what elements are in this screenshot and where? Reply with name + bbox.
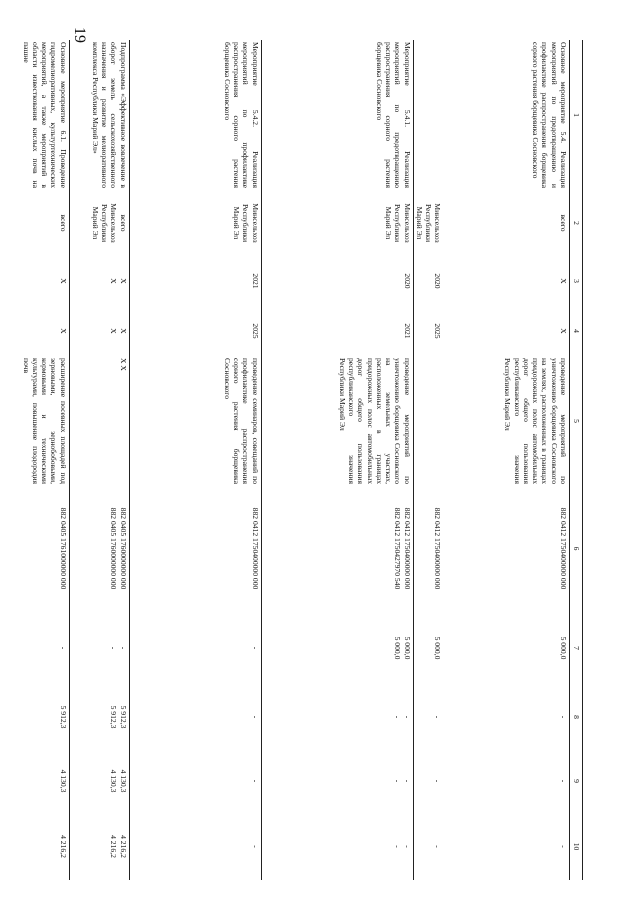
cell-col-10: -: [433, 845, 443, 848]
cell-col-9: -: [129, 749, 261, 813]
cell-col-1: [413, 40, 443, 190]
cell-col-1: Основное мероприятие 5.4. Реализация мероприятий по предотвращению и профилактике распространения борщевика сорного растения борщевика Сосновского: [444, 40, 570, 190]
col-header-10: 10: [570, 813, 583, 880]
cell-col-6: 882 0412 1750400000 000: [129, 486, 261, 611]
cell-col-10: -: [129, 813, 261, 880]
cell-col-3: X: [444, 256, 570, 306]
cell-col-8: -: [433, 715, 443, 719]
cell-col-8: -: [444, 685, 570, 749]
cell-col-1: Мероприятие 5.4.1. Реализация мероприятий по предотвращению распространения сорного растения борщевика Сосновского: [261, 40, 413, 190]
cell-col-7: -: [0, 611, 69, 685]
cell-col-8: - -: [261, 685, 413, 749]
cell-col-4: 2021: [261, 306, 413, 356]
cell-col-4: X: [0, 306, 69, 356]
cell-col-2: всего Минсельхоз Республики Марий Эл: [69, 190, 129, 256]
cell-col-9: 4 130,3: [0, 749, 69, 813]
table-header-row: [570, 40, 583, 880]
cell-col-5: проведение мероприятий по уничтожению борщевика Сосновского на землях, расположенных в границах придорожных полос автомобильных дорог общего пользования республиканского значения Республики Марий Эл: [444, 356, 570, 486]
cell-col-4: X X: [69, 306, 129, 356]
cell-col-3: 2021: [129, 256, 261, 306]
cell-col-9: -: [433, 779, 443, 783]
cell-col-9: -: [444, 749, 570, 813]
cell-col-7: -: [129, 611, 261, 685]
cell-col-3: 2020: [433, 273, 443, 289]
cell-col-5: проведение семинаров, совещаний по профилактике распространения сорного растения борщевика Сосновского: [129, 356, 261, 486]
col-header-6: 6: [570, 486, 583, 611]
col-header-8: 8: [570, 685, 583, 749]
cell-col-1: Подпрограмма «Эффективное вовлечение в оборот земель сельскохозяйственного назначения и развитие мелиоративного комплекса Республики Марий Эл»: [69, 40, 129, 190]
cell-col-2: всего: [0, 190, 69, 256]
table-row: [413, 40, 443, 880]
cell-col-2: Минсельхоз Республики Марий Эл: [261, 190, 413, 256]
cell-col-5: X X: [69, 356, 129, 486]
table-body: [0, 40, 570, 880]
col-header-7: 7: [570, 611, 583, 685]
cell-col-10: - -: [261, 813, 413, 880]
cell-col-5: расширение посевных площадей под зерновыми, зернобобовыми, кормовыми и техническими культурами, повышение плодородия почв: [0, 356, 69, 486]
cell-col-4: 2025: [433, 323, 443, 339]
cell-col-1: Основное мероприятие 6.1. Проведение гидромелиоративных, культуртехнических мероприятий, а также мероприятий в области известкования кислых почв на пашне: [0, 40, 69, 190]
cell-col-4: X: [444, 306, 570, 356]
cell-col-7: 5 000,0: [444, 611, 570, 685]
cell-col-3: X: [0, 256, 69, 306]
cell-col-6: 882 0405 1761000000 000: [0, 486, 69, 611]
cell-col-8: 5 912,3 5 912,3: [69, 685, 129, 749]
col-header-3: 3: [570, 256, 583, 306]
cell-col-5: [413, 356, 443, 486]
page-number: 19: [71, 27, 88, 43]
cell-col-6: 882 0412 1750400000 000: [444, 486, 570, 611]
col-header-2: 2: [570, 190, 583, 256]
cell-col-7: 5 000,0: [433, 636, 443, 660]
budget-table: [0, 40, 583, 880]
cell-col-2: всего: [444, 190, 570, 256]
cell-col-7: - -: [69, 611, 129, 685]
cell-col-10: -: [444, 813, 570, 880]
cell-col-5: проведение мероприятий по уничтожению борщевика Сосновского на земельных участках, расположенных в границах придорожных полос автомобильных дорог общего пользования республиканского значения Республики Марий Эл: [261, 356, 413, 486]
cell-col-6: 882 0412 1750400000 000 882 0412 1750427970 540: [261, 486, 413, 611]
cell-col-3: 2020: [261, 256, 413, 306]
table-row: [129, 40, 261, 880]
table-row: [69, 40, 129, 880]
cell-col-6: 882 0412 1750400000 000: [433, 507, 443, 590]
cell-col-4: 2025: [129, 306, 261, 356]
table-row: [444, 40, 570, 880]
col-header-4: 4: [570, 306, 583, 356]
cell-col-2: Минсельхоз Республики Марий Эл: [129, 190, 261, 256]
cell-col-8: -: [129, 685, 261, 749]
table-row: [0, 40, 69, 880]
cell-col-7: 5 000,0 5 000,0: [261, 611, 413, 685]
cell-col-9: - -: [261, 749, 413, 813]
cell-col-1: Мероприятие 5.4.2. Реализация мероприятий по профилактике распространения сорного растения борщевика Сосновского: [129, 40, 261, 190]
col-header-5: 5: [570, 356, 583, 486]
cell-col-6: 882 0405 1760000000 000 882 0405 1760000000 000: [69, 486, 129, 611]
cell-col-10: 4 216,2 4 216,2: [69, 813, 129, 880]
cell-col-10: 4 216,2: [0, 813, 69, 880]
cell-col-2: Минсельхоз Республики Марий Эл: [415, 203, 443, 243]
col-header-9: 9: [570, 749, 583, 813]
rotated-table-container: [21, 40, 583, 880]
cell-col-9: 4 130,3 4 130,3: [69, 749, 129, 813]
col-header-1: 1: [570, 40, 583, 190]
cell-col-8: 5 912,3: [0, 685, 69, 749]
cell-col-3: X X: [69, 256, 129, 306]
table-row: [261, 40, 413, 880]
